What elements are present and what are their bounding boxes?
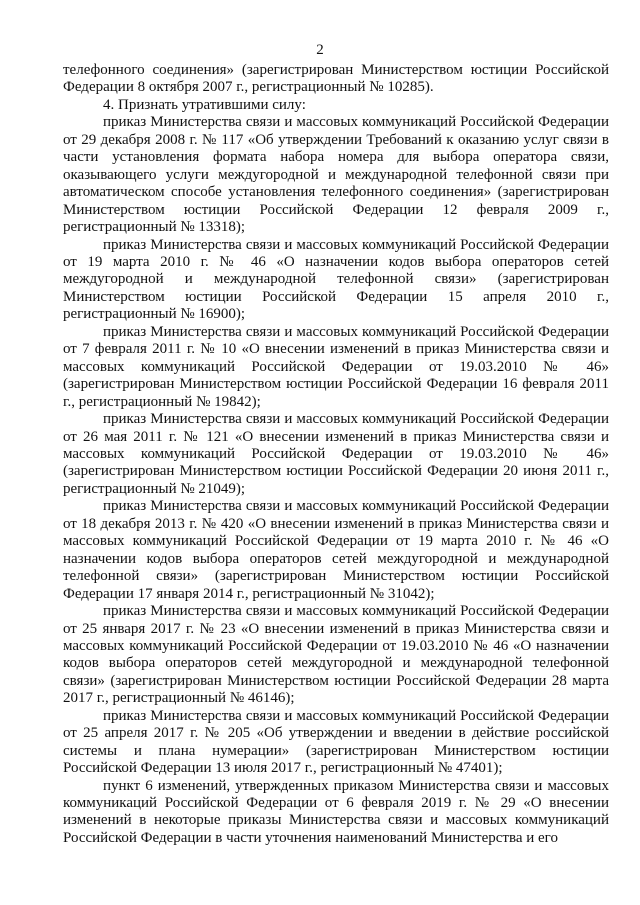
document-body: [63, 62, 609, 847]
paragraph-point-6: пункт 6 изменений, утвержденных приказом Министерства связи и массовых коммуникаций Российской Федерации от 6 февраля 2019 г. № 29 «О внесении изменений в некоторые приказы Министерства связи и массовых коммуникаций Российской Федерации в части уточнения наименований Министерства и его: [63, 777, 609, 846]
paragraph-order-46: приказ Министерства связи и массовых коммуникаций Российской Федерации от 19 марта 2010 г. № 46 «О назначении кодов выбора операторов сетей междугородной и международной телефонной связи» (зарегистрирован Министерством юстиции Российской Федерации 15 апреля 2010 г., регистрационный № 16900);: [63, 236, 609, 323]
paragraph-order-420: приказ Министерства связи и массовых коммуникаций Российской Федерации от 18 декабря 2013 г. № 420 «О внесении изменений в приказ Министерства связи и массовых коммуникаций Российской Федерации от 19 марта 2010 г. № 46 «О назначении кодов выбора операторов сетей междугородной и международной телефонной связи» (зарегистрирован Министерством юстиции Российской Федерации 17 января 2014 г., регистрационный № 31042);: [63, 498, 609, 602]
paragraph-order-23: приказ Министерства связи и массовых коммуникаций Российской Федерации от 25 января 2017 г. № 23 «О внесении изменений в приказ Министерства связи и массовых коммуникаций Российской Федерации от 19.03.2010 № 46 «О назначении кодов выбора операторов сетей междугородной и международной телефонной связи» (зарегистрирован Министерством юстиции Российской Федерации 28 марта 2017 г., регистрационный № 46146);: [63, 603, 609, 707]
paragraph-order-121: приказ Министерства связи и массовых коммуникаций Российской Федерации от 26 мая 2011 г. № 121 «О внесении изменений в приказ Министерства связи и массовых коммуникаций Российской Федерации от 19.03.2010 № 46» (зарегистрирован Министерством юстиции Российской Федерации 20 июня 2011 г., регистрационный № 21049);: [63, 411, 609, 497]
paragraph-order-117: приказ Министерства связи и массовых коммуникаций Российской Федерации от 29 декабря 2008 г. № 117 «Об утверждении Требований к оказанию услуг связи в части установления формата набора номера для выбора оператора связи, оказывающего услуги междугородной и международной телефонной связи при автоматическом способе установления телефонного соединения» (зарегистрирован Министерством юстиции Российской Федерации 12 февраля 2009 г., регистрационный № 13318);: [63, 114, 609, 236]
paragraph-order-10: приказ Министерства связи и массовых коммуникаций Российской Федерации от 7 февраля 2011 г. № 10 «О внесении изменений в приказ Министерства связи и массовых коммуникаций Российской Федерации от 19.03.2010 № 46» (зарегистрирован Министерством юстиции Российской Федерации 16 февраля 2011 г., регистрационный № 19842);: [63, 323, 609, 410]
page-number: 2: [316, 42, 324, 58]
paragraph-continuation: телефонного соединения» (зарегистрирован Министерством юстиции Российской Федерации 8 октября 2007 г., регистрационный № 10285).: [63, 62, 609, 96]
paragraph-item-4: 4. Признать утратившими силу:: [103, 96, 306, 113]
paragraph-order-205: приказ Министерства связи и массовых коммуникаций Российской Федерации от 25 апреля 2017 г. № 205 «Об утверждении и введении в действие российской системы и плана нумерации» (зарегистрирован Министерством юстиции Российской Федерации 13 июля 2017 г., регистрационный № 47401);: [63, 707, 609, 777]
